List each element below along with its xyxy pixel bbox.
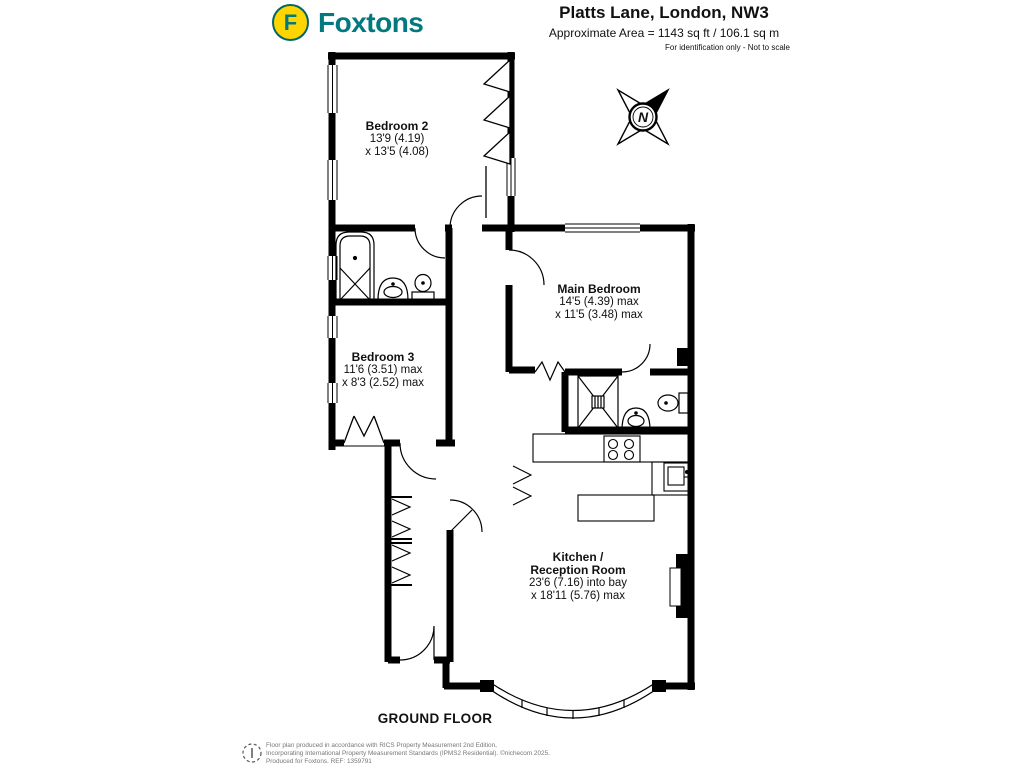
wall-pier [677,348,691,366]
entrance-door-arc [400,626,434,660]
footer-line3: Produced for Foxtons. REF: 1359791 [266,758,372,765]
room-dim2: x 11'5 (3.48) max [555,309,643,321]
reception-door-arc [450,500,482,532]
approximate-area: Approximate Area = 1143 sq ft / 106.1 sq m [548,26,780,40]
shower [578,376,618,428]
room-name: Main Bedroom [557,282,641,296]
brand-wordmark: Foxtons [318,6,424,38]
fireplace [670,554,692,618]
room-dim1: 14'5 (4.39) max [559,296,639,308]
room-name-line2: Reception Room [530,563,626,577]
footer-line2: Incorporating International Property Measurement Standards (IPMS2 Residential). ©nichecom 2025. [266,750,550,757]
room-dim2: x 18'11 (5.76) max [530,590,626,602]
nichecom-logo-icon [243,744,261,762]
brand-logo-letter: F [283,9,298,35]
ensuite-toilet [658,393,688,413]
floor-label: GROUND FLOOR [377,711,493,726]
bathtub [336,232,374,300]
room-dim2: x 8'3 (2.52) max [341,377,425,389]
room-dim1: 23'6 (7.16) into bay [528,577,628,589]
ensuite-door-arc [622,344,650,372]
room-name: Bedroom 3 [351,350,415,364]
wall-break-symbol [535,362,565,380]
room-dim2: x 13'5 (4.08) [365,146,429,158]
room-name: Bedroom 2 [365,119,429,133]
bedroom3-door-arc [400,443,436,479]
room-label-main-bedroom [519,283,679,322]
room-name-line1: Kitchen / [552,550,604,564]
bathroom-toilet [412,275,434,301]
footer-line1: Floor plan produced in accordance with RICS Property Measurement 2nd Edition, [266,742,497,749]
main-bedroom-door-arc [509,250,544,285]
bedroom2-door-arc [450,196,482,228]
bathroom-sink [378,278,408,300]
brand-logo [272,4,423,41]
brand-logo-icon [272,4,309,41]
room-label-kitchen-reception [498,551,658,603]
room-dim1: 13'9 (4.19) [369,133,425,145]
bathroom-door-arc [415,228,445,258]
room-label-bedroom2 [317,120,477,159]
room-label-bedroom3 [303,351,463,390]
footer-disclaimer [266,742,550,766]
header-title-block [538,3,790,52]
room-dim1: 11'6 (3.51) max [343,364,423,376]
disclaimer-text: For identification only - Not to scale [665,43,790,52]
kitchen-sink [664,463,691,491]
hob [604,436,640,462]
page-title: Platts Lane, London, NW3 [559,3,769,22]
compass-north-label: N [637,109,649,125]
storage-cupboards [390,497,412,585]
french-doors [344,416,384,447]
